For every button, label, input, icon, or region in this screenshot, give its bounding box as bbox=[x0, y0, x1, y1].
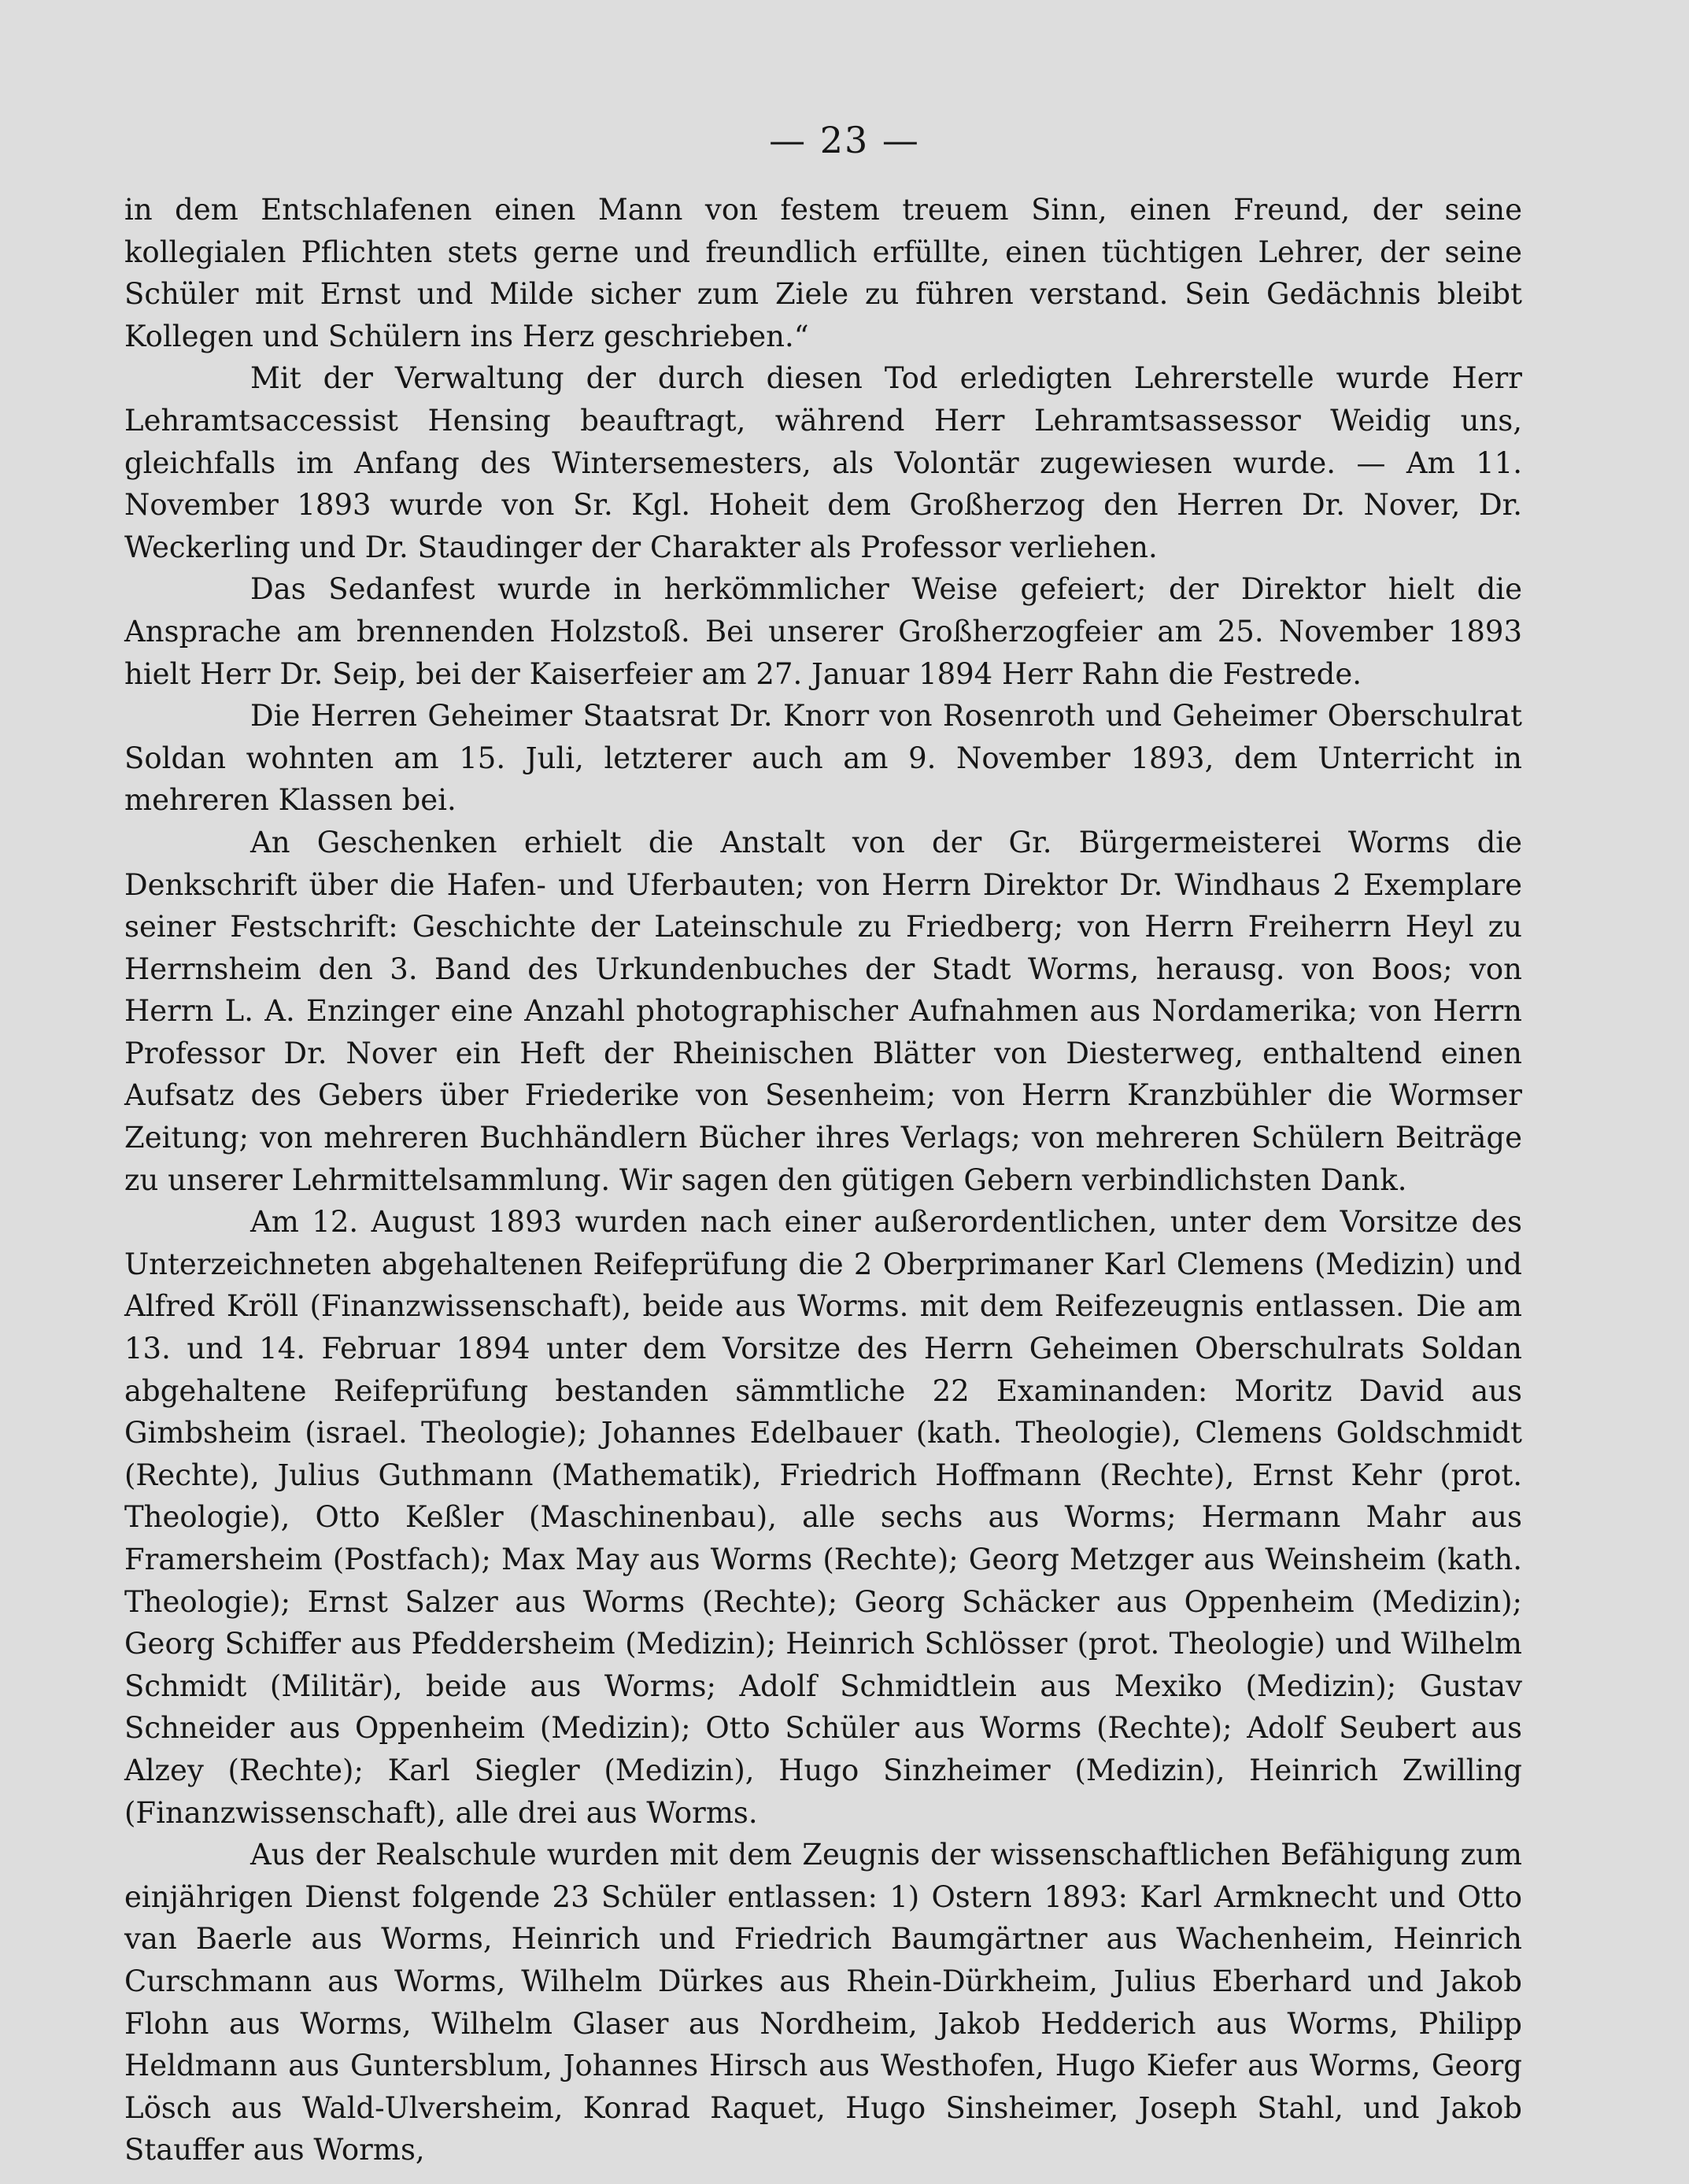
body-text bbox=[124, 189, 1522, 2171]
paragraph-donations: An Geschenken erhielt die Anstalt von der Gr. Bürgermeisterei Worms die Denkschrift über die Hafen- und Uferbauten; von Herrn Direktor Dr. Windhaus 2 Exemplare seiner Festschrift: Geschichte der Lateinschule zu Friedberg; von Herrn Freiherrn Heyl zu Herrnsheim den 3. Band des Urkundenbuches der Stadt Worms, herausg. von Boos; von Herrn L. A. Enzinger eine Anzahl photographischer Aufnahmen aus Nordamerika; von Herrn Professor Dr. Nover ein Heft der Rheinischen Blätter von Diesterweg, enthaltend einen Aufsatz des Gebers über Friederike von Sesenheim; von Herrn Kranzbühler die Wormser Zeitung; von mehreren Buchhändlern Bücher ihres Verlags; von mehreren Schülern Beiträge zu unserer Lehrmittelsammlung. Wir sagen den gütigen Gebern verbindlichsten Dank. bbox=[124, 825, 1522, 1197]
paragraph-staff-changes: Mit der Verwaltung der durch diesen Tod erledigten Lehrerstelle wurde Herr Lehramtsaccessist Hensing beauftragt, während Herr Lehramtsassessor Weidig uns, gleichfalls im Anfang des Wintersemesters, als Volontär zugewiesen wurde. — Am 11. November 1893 wurde von Sr. Kgl. Hoheit dem Großherzog den Herren Dr. Nover, Dr. Weckerling und Dr. Staudinger der Charakter als Professor verliehen. bbox=[124, 361, 1522, 564]
paragraph-realschule-graduates: Aus der Realschule wurden mit dem Zeugnis der wissenschaftlichen Befähigung zum einjährigen Dienst folgende 23 Schüler entlassen: 1) Ostern 1893: Karl Armknecht und Otto van Baerle aus Worms, Heinrich und Friedrich Baumgärtner aus Wachenheim, Heinrich Curschmann aus Worms, Wilhelm Dürkes aus Rhein-Dürkheim, Julius Eberhard und Jakob Flohn aus Worms, Wilhelm Glaser aus Nordheim, Jakob Hedderich aus Worms, Philipp Heldmann aus Guntersblum, Johannes Hirsch aus Westhofen, Hugo Kiefer aus Worms, Georg Lösch aus Wald-Ulversheim, Konrad Raquet, Hugo Sinsheimer, Joseph Stahl, und Jakob Stauffer aus Worms, bbox=[124, 1838, 1522, 2167]
page-number: — 23 — bbox=[769, 119, 920, 161]
paragraph-celebrations: Das Sedanfest wurde in herkömmlicher Weise gefeiert; der Direktor hielt die Ansprache am brennenden Holzstoß. Bei unserer Großherzogfeier am 25. November 1893 hielt Herr Dr. Seip, bei der Kaiserfeier am 27. Januar 1894 Herr Rahn die Festrede. bbox=[124, 572, 1522, 691]
paragraph-eulogy-end: in dem Entschlafenen einen Mann von festem treuem Sinn, einen Freund, der seine kollegialen Pflichten stets gerne und freundlich erfüllte, einen tüchtigen Lehrer, der seine Schüler mit Ernst und Milde sicher zum Ziele zu führen verstand. Sein Gedächnis bleibt Kollegen und Schülern ins Herz geschrieben.“ bbox=[124, 193, 1522, 353]
paragraph-final-exams: Am 12. August 1893 wurden nach einer außerordentlichen, unter dem Vorsitze des Unterzeichneten abgehaltenen Reifeprüfung die 2 Oberprimaner Karl Clemens (Medizin) und Alfred Kröll (Finanzwissenschaft), beide aus Worms. mit dem Reifezeugnis entlassen. Die am 13. und 14. Februar 1894 unter dem Vorsitze des Herrn Geheimen Oberschulrats Soldan abgehaltene Reifeprüfung bestanden sämmtliche 22 Examinanden: Moritz David aus Gimbsheim (israel. Theologie); Johannes Edelbauer (kath. Theologie), Clemens Goldschmidt (Rechte), Julius Guthmann (Mathematik), Friedrich Hoffmann (Rechte), Ernst Kehr (prot. Theologie), Otto Keßler (Maschinenbau), alle sechs aus Worms; Hermann Mahr aus Framersheim (Postfach); Max May aus Worms (Rechte); Georg Metzger aus Weinsheim (kath. Theologie); Ernst Salzer aus Worms (Rechte); Georg Schäcker aus Oppenheim (Medizin); Georg Schiffer aus Pfeddersheim (Medizin); Heinrich Schlösser (prot. Theologie) und Wilhelm Schmidt (Militär), beide aus Worms; Adolf Schmidtlein aus Mexiko (Medizin); Gustav Schneider aus Oppenheim (Medizin); Otto Schüler aus Worms (Rechte); Adolf Seubert aus Alzey (Rechte); Karl Siegler (Medizin), Hugo Sinzheimer (Medizin), Heinrich Zwilling (Finanzwissenschaft), alle drei aus Worms. bbox=[124, 1205, 1522, 1830]
paragraph-inspections: Die Herren Geheimer Staatsrat Dr. Knorr von Rosenroth und Geheimer Oberschulrat Soldan wohnten am 15. Juli, letzterer auch am 9. November 1893, dem Unterricht in mehreren Klassen bei. bbox=[124, 699, 1522, 818]
